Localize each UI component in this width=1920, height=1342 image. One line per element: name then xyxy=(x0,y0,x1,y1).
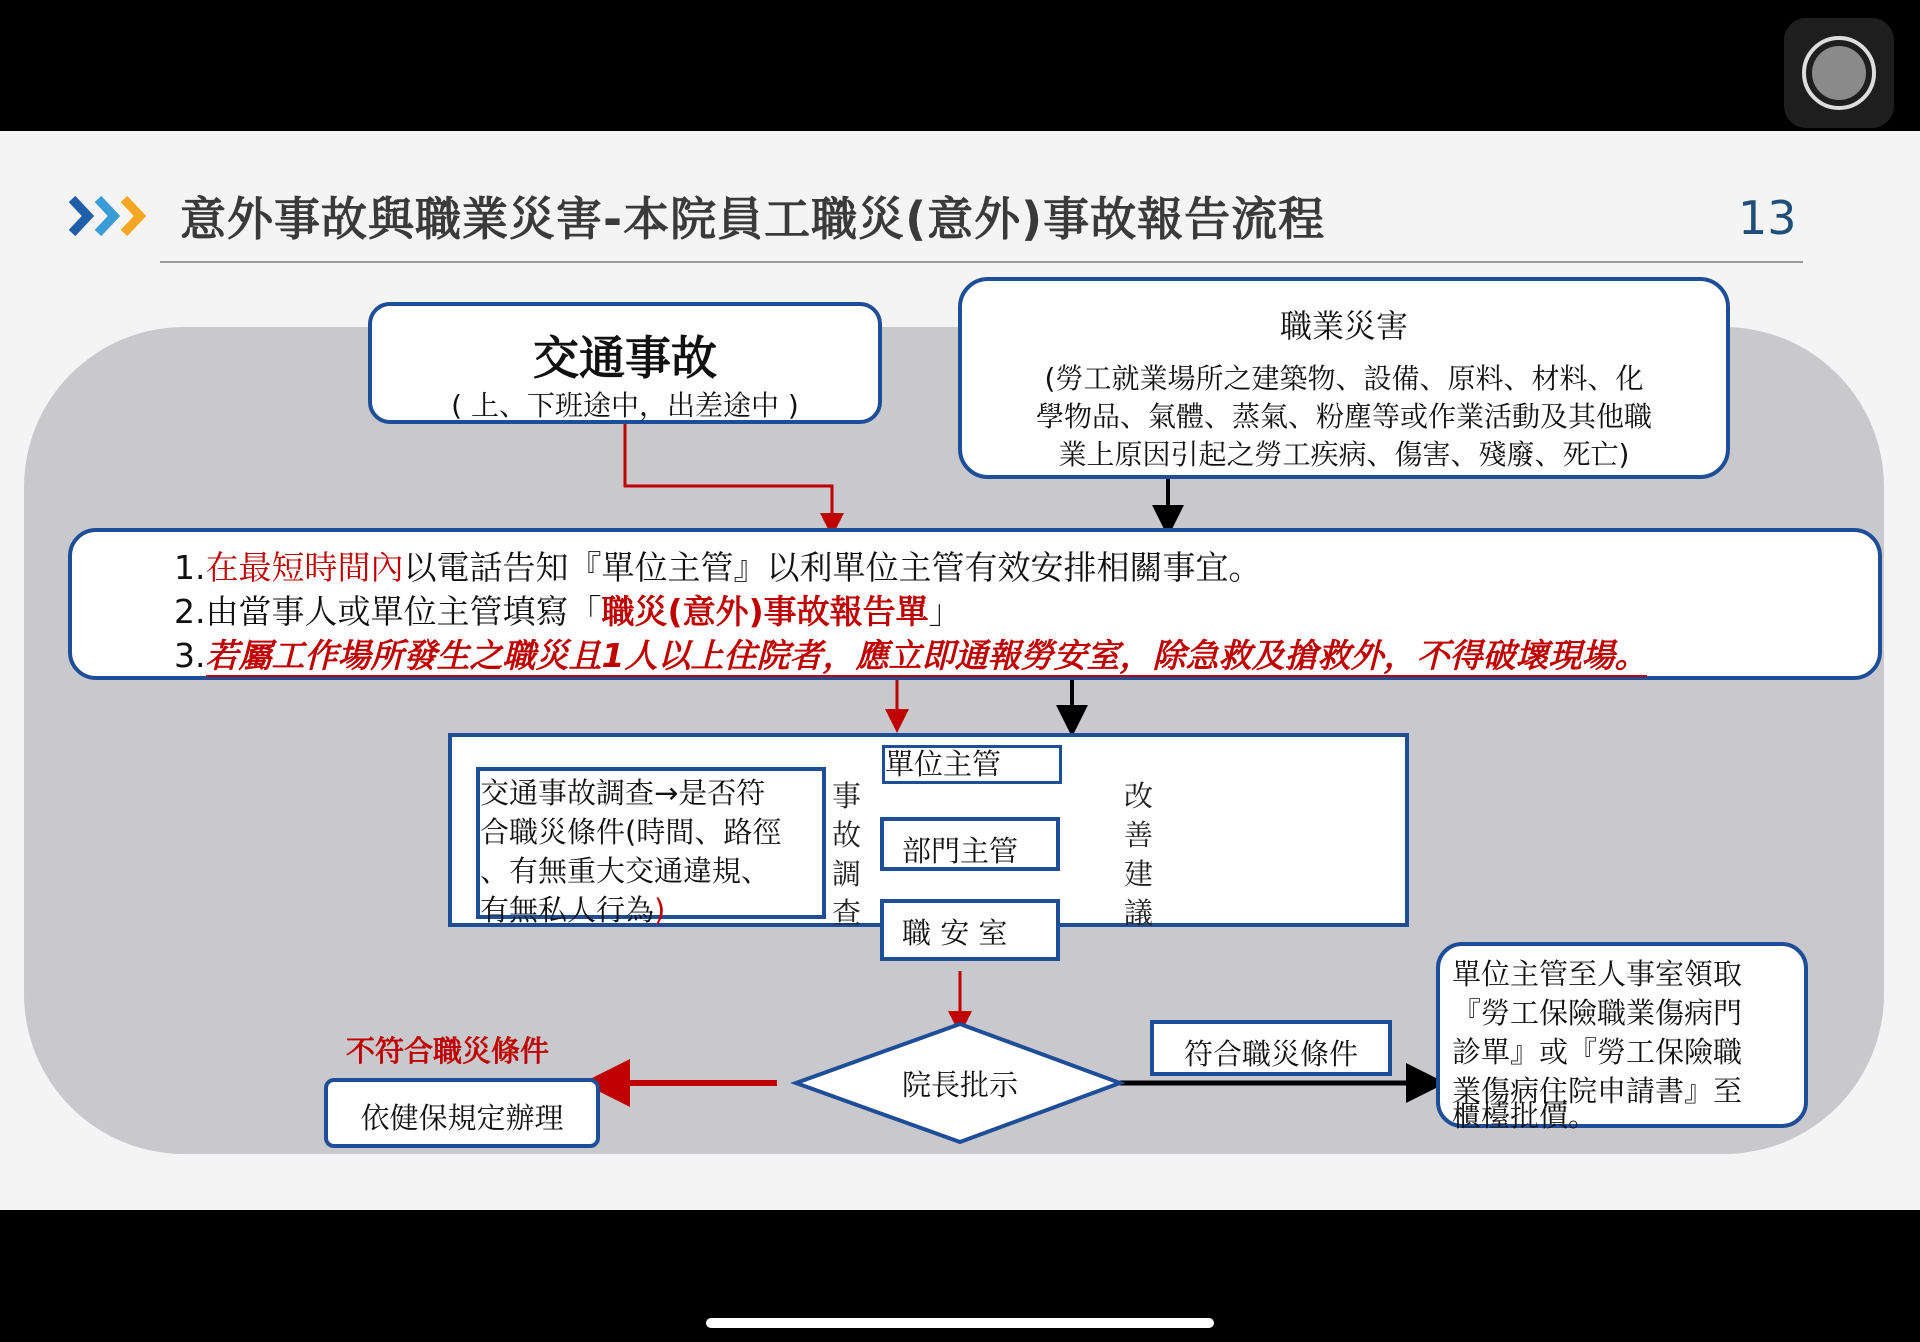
step-1-number: 1. xyxy=(174,548,206,587)
labor-insurance-line-2: 『勞工保險職業傷病門 xyxy=(1452,996,1743,1030)
occupational-line-2: 學物品、氣體、蒸氣、粉塵等或作業活動及其他職 xyxy=(1035,400,1652,433)
chain-unit-supervisor xyxy=(882,745,1062,784)
investigation-char-3: 調 xyxy=(832,857,862,891)
traffic-investigation-line-2: 合職災條件(時間、路徑 xyxy=(480,815,782,849)
accident-investigation-label xyxy=(832,777,861,933)
investigation-box xyxy=(448,733,1409,950)
page-number: 13 xyxy=(1738,191,1797,245)
improvement-suggestion-label xyxy=(1124,777,1153,933)
labor-insurance-line-5: 櫃檯批價。 xyxy=(1452,1099,1598,1133)
traffic-investigation-line-4 xyxy=(480,888,665,929)
investigation-char-4: 查 xyxy=(832,896,862,930)
occupational-line-1: (勞工就業場所之建築物、設備、原料、材料、化 xyxy=(1044,362,1644,395)
traffic-accident-title: 交通事故 xyxy=(533,331,717,385)
traffic-investigation-line-1: 交通事故調查→是否符 xyxy=(480,776,766,810)
improve-char-4: 議 xyxy=(1124,896,1154,930)
labor-insurance-line-1: 單位主管至人事室領取 xyxy=(1452,957,1743,991)
health-insurance-box xyxy=(324,1078,600,1148)
investigation-char-2: 故 xyxy=(832,818,862,852)
chain-department-supervisor xyxy=(880,817,1060,871)
slide xyxy=(0,131,1920,1210)
chain-safety-office-label: 職 安 室 xyxy=(902,916,1008,950)
labor-insurance-box xyxy=(1436,942,1808,1133)
occupational-disaster-box xyxy=(958,277,1730,479)
step-3 xyxy=(174,630,1647,677)
step-2-text-a: 由當事人或單位主管填寫「 xyxy=(205,592,602,631)
improve-char-2: 善 xyxy=(1124,818,1154,852)
qualified-label-box xyxy=(1150,1020,1392,1076)
improve-char-3: 建 xyxy=(1124,857,1154,891)
occupational-line-3: 業上原因引起之勞工疾病、傷害、殘廢、死亡) xyxy=(1058,438,1630,471)
traffic-investigation-box xyxy=(476,767,826,927)
health-insurance-label: 依健保規定辦理 xyxy=(360,1101,564,1135)
chain-unit-supervisor-label: 單位主管 xyxy=(885,747,1002,781)
step-3-number: 3. xyxy=(174,636,206,675)
occupational-title: 職業災害 xyxy=(1279,307,1408,345)
record-dot-icon xyxy=(1812,46,1866,100)
step-2-number: 2. xyxy=(174,592,206,631)
step-2-form-name: 職災(意外)事故報告單 xyxy=(601,592,929,631)
improve-char-1: 改 xyxy=(1124,779,1154,813)
slide-title: 意外事故與職業災害-本院員工職災(意外)事故報告流程 xyxy=(180,192,1326,246)
traffic-investigation-line-4-paren: ) xyxy=(654,893,666,927)
step-2-text-b: 」 xyxy=(928,592,962,631)
reporting-steps-box xyxy=(68,528,1882,680)
step-1-text: 以電話告知『單位主管』以利單位主管有效安排相關事宜。 xyxy=(403,548,1262,587)
traffic-accident-subtitle: ( 上、下班途中，出差途中 ) xyxy=(451,389,799,422)
qualified-label: 符合職災條件 xyxy=(1183,1037,1358,1071)
step-3-warning: 若屬工作場所發生之職災且1人以上住院者，應立即通報勞安室，除急救及搶救外，不得破壞現場。 xyxy=(205,636,1648,675)
home-indicator[interactable] xyxy=(706,1318,1214,1328)
labor-insurance-line-3: 診單』或『勞工保險職 xyxy=(1452,1035,1743,1069)
screen-record-button[interactable] xyxy=(1784,18,1894,128)
traffic-investigation-line-3: 、有無重大交通違規、 xyxy=(480,854,771,888)
investigation-char-1: 事 xyxy=(832,779,862,813)
chain-safety-office xyxy=(880,899,1060,961)
labor-insurance-line-4: 業傷病住院申請書』至 xyxy=(1452,1074,1743,1108)
step-1 xyxy=(174,542,1262,589)
step-1-highlight: 在最短時間內 xyxy=(205,548,404,587)
traffic-accident-box xyxy=(368,302,882,424)
chain-department-supervisor-label: 部門主管 xyxy=(902,834,1019,868)
traffic-investigation-line-4-text: 有無私人行為 xyxy=(480,893,655,927)
not-qualified-label: 不符合職災條件 xyxy=(346,1034,550,1068)
decision-diamond-label: 院長批示 xyxy=(901,1068,1018,1102)
step-2 xyxy=(174,586,962,633)
arrow-traffic-to-steps xyxy=(625,424,832,525)
